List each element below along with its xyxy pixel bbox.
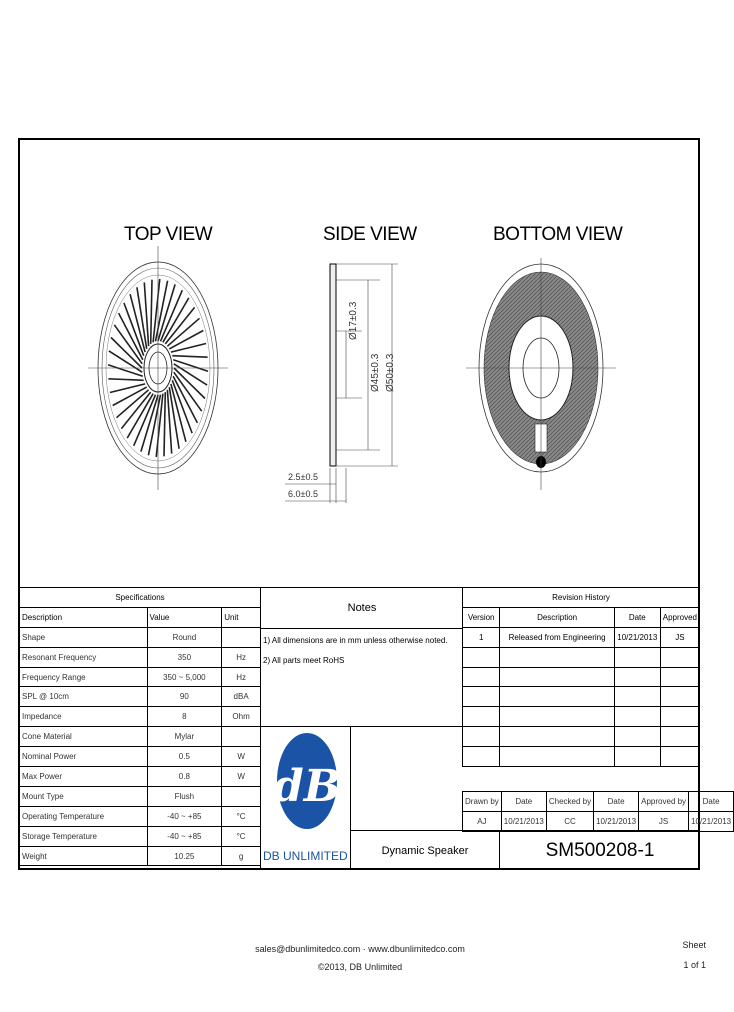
dim-d50: Ø50±0.3 <box>385 353 396 392</box>
spec-row <box>20 786 261 806</box>
spec-row <box>20 727 261 747</box>
spec-value: Flush <box>147 786 222 806</box>
part-number: SM500208-1 <box>499 830 700 870</box>
rev-version: 1 <box>463 627 500 647</box>
spec-unit <box>222 727 261 747</box>
notes-panel <box>260 587 463 727</box>
checked-date-label: Date <box>594 792 639 812</box>
spec-value: -40 ~ +85 <box>147 806 222 826</box>
spec-value: 350 <box>147 647 222 667</box>
dim-d17: Ø17±0.3 <box>348 301 359 340</box>
spec-row <box>20 767 261 787</box>
spec-row <box>20 806 261 826</box>
checked-by: CC <box>546 811 593 831</box>
spec-unit: W <box>222 747 261 767</box>
dim-h25: 2.5±0.5 <box>288 472 318 482</box>
checked-by-label: Checked by <box>546 792 593 812</box>
rev-date: 10/21/2013 <box>614 627 660 647</box>
spec-desc: Weight <box>20 846 148 866</box>
spec-value: -40 ~ +85 <box>147 826 222 846</box>
rev-approved: JS <box>660 627 699 647</box>
spec-desc: Nominal Power <box>20 747 148 767</box>
svg-text:dB: dB <box>273 761 341 812</box>
spec-value: 350 ~ 5,000 <box>147 667 222 687</box>
top-view-drawing <box>96 258 226 486</box>
spec-unit: Hz <box>222 667 261 687</box>
spec-value: 10.25 <box>147 846 222 866</box>
footer-contact: sales@dbunlimitedco.com · www.dbunlimitedco.com <box>255 944 465 954</box>
spec-desc: Frequency Range <box>20 667 148 687</box>
note-item: 1) All dimensions are in mm unless otherwise noted. <box>263 636 448 645</box>
spec-unit: dBA <box>222 687 261 707</box>
spec-row <box>20 687 261 707</box>
spec-value: 90 <box>147 687 222 707</box>
spec-desc: SPL @ 10cm <box>20 687 148 707</box>
spec-col-value: Value <box>147 607 222 627</box>
spec-unit <box>222 786 261 806</box>
logo-panel <box>260 726 351 870</box>
specifications-table <box>19 587 261 866</box>
spec-row <box>20 707 261 727</box>
rev-col-version: Version <box>463 607 500 627</box>
specifications-title: Specifications <box>20 588 261 608</box>
spec-row <box>20 667 261 687</box>
checked-date: 10/21/2013 <box>594 811 639 831</box>
spec-desc: Operating Temperature <box>20 806 148 826</box>
sheet-label: Sheet <box>682 940 706 950</box>
spec-desc: Cone Material <box>20 727 148 747</box>
bottom-view-drawing <box>466 258 616 488</box>
approved-by-label: Approved by <box>639 792 689 812</box>
spec-unit: Hz <box>222 647 261 667</box>
spec-row <box>20 647 261 667</box>
rev-col-description: Description <box>500 607 615 627</box>
spec-desc: Impedance <box>20 707 148 727</box>
spec-desc: Mount Type <box>20 786 148 806</box>
spec-col-unit: Unit <box>222 607 261 627</box>
spec-row <box>20 826 261 846</box>
spec-unit: °C <box>222 806 261 826</box>
rev-col-approved: Approved <box>660 607 699 627</box>
notes-title: Notes <box>261 588 463 629</box>
spec-row <box>20 747 261 767</box>
spec-value: Round <box>147 627 222 647</box>
spec-desc: Storage Temperature <box>20 826 148 846</box>
spec-value: 8 <box>147 707 222 727</box>
top-view-title: TOP VIEW <box>124 224 213 245</box>
spec-row <box>20 846 261 866</box>
note-item: 2) All parts meet RoHS <box>263 656 345 665</box>
rev-description: Released from Engineering <box>500 627 615 647</box>
spec-value: 0.5 <box>147 747 222 767</box>
approved-by: JS <box>639 811 689 831</box>
footer-copyright: ©2013, DB Unlimited <box>317 962 403 972</box>
spec-value: 0.8 <box>147 767 222 787</box>
spec-unit: g <box>222 846 261 866</box>
dim-d45: Ø45±0.3 <box>370 353 381 392</box>
logo-text: DB UNLIMITED <box>263 849 348 863</box>
spec-unit: Ohm <box>222 707 261 727</box>
drawn-by-label: Drawn by <box>463 792 502 812</box>
approved-date: 10/21/2013 <box>689 811 734 831</box>
spec-desc: Max Power <box>20 767 148 787</box>
approved-date-label: Date <box>689 792 734 812</box>
sheet-value: 1 of 1 <box>683 960 706 970</box>
drawn-date-label: Date <box>501 792 546 812</box>
drawn-by: AJ <box>463 811 502 831</box>
rev-col-date: Date <box>614 607 660 627</box>
spec-row <box>20 627 261 647</box>
spec-unit <box>222 627 261 647</box>
revision-history-table <box>462 587 700 767</box>
spec-col-description: Description <box>20 607 148 627</box>
bottom-view-title: BOTTOM VIEW <box>493 224 623 245</box>
side-view-title: SIDE VIEW <box>323 224 417 245</box>
part-name: Dynamic Speaker <box>350 830 500 870</box>
drawn-date: 10/21/2013 <box>501 811 546 831</box>
spec-value: Mylar <box>147 727 222 747</box>
spec-desc: Resonant Frequency <box>20 647 148 667</box>
spec-desc: Shape <box>20 627 148 647</box>
spec-unit: °C <box>222 826 261 846</box>
db-logo-icon <box>261 727 350 847</box>
signoff-table <box>462 791 734 832</box>
spec-unit: W <box>222 767 261 787</box>
revision-title: Revision History <box>463 588 700 608</box>
dim-h60: 6.0±0.5 <box>288 489 318 499</box>
